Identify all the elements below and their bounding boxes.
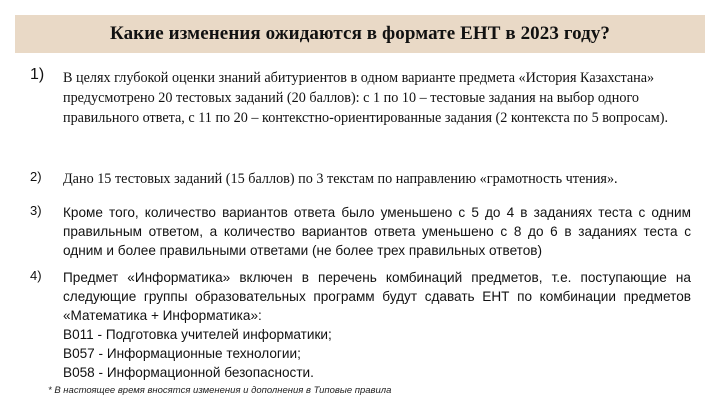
- list-text-4: Предмет «Информатика» включен в перечень комбинаций предметов, т.е. поступающие на следующие группы образовательных программ будут сдавать ЕНТ по комбинации предметов «Математика + Информатика»:: [63, 270, 691, 323]
- footnote: * В настоящее время вносятся изменения и дополнения в Типовые правила: [48, 385, 392, 396]
- list-number-4: 4): [30, 268, 42, 283]
- program-item-b058: В058 - Информационной безопасности.: [63, 365, 314, 380]
- list-content-4: [63, 268, 691, 382]
- list-text-3: Кроме того, количество вариантов ответа было уменьшено с 5 до 4 в заданиях теста с одним правильным ответом, а количество вариантов ответа уменьшено с 8 до 6 в заданиях теста с одним и более правильными ответами (не более трех правильных ответов): [63, 205, 691, 258]
- list-number-2: 2): [30, 169, 42, 184]
- list-number-3: 3): [30, 203, 42, 218]
- list-text-1: В целях глубокой оценки знаний абитуриентов в одном варианте предмета «История Казахстана» предусмотрено 20 тестовых заданий (20 баллов): с 1 по 10 – тестовые задания на выбор одного правильного ответа, с 11 по 20 – контекстно-ориентированные задания (2 контекста по 5 вопросам).: [63, 70, 669, 126]
- list-number-1: 1): [30, 66, 45, 83]
- title-banner: [15, 15, 705, 53]
- page-title: Какие изменения ожидаются в формате ЕНТ в 2023 году?: [109, 23, 611, 44]
- program-item-b011: В011 - Подготовка учителей информатики;: [63, 327, 332, 342]
- program-item-b057: В057 - Информационные технологии;: [63, 346, 301, 361]
- list-text-2: Дано 15 тестовых заданий (15 баллов) по 3 текстам по направлению «грамотность чтения».: [63, 171, 618, 187]
